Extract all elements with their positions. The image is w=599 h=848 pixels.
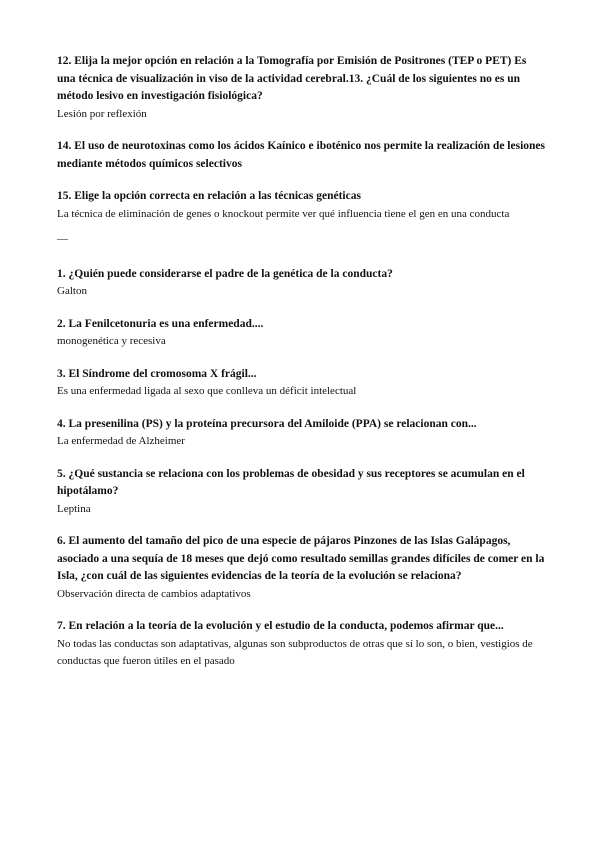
answer-text: La técnica de eliminación de genes o knockout permite ver qué influencia tiene el gen en una conducta — [57, 207, 510, 220]
question-block — [57, 188, 547, 223]
answer-text: La enfermedad de Alzheimer — [57, 435, 185, 447]
question-block — [57, 366, 547, 401]
question-text: 7. En relación a la teoría de la evolución y el estudio de la conducta, podemos afirmar que... — [57, 620, 504, 632]
answer-text: No todas las conductas son adaptativas, algunas son subproductos de otras que sí lo son, o bien, vestigios de conductas que fueron útiles en el pasado — [57, 637, 533, 667]
answer-text: monogenética y recesiva — [57, 335, 166, 347]
answer-text: Es una enfermedad ligada al sexo que conlleva un déficit intelectual — [57, 385, 357, 397]
question-text: 14. El uso de neurotoxinas como los ácidos Kaínico e iboténico nos permite la realización de lesiones mediante métodos químicos selectivos — [57, 140, 545, 170]
question-block — [57, 466, 547, 519]
question-block — [57, 416, 547, 451]
answer-text: Lesión por reflexión — [57, 107, 147, 120]
answer-text: Galton — [57, 285, 87, 297]
answer-text: Observación directa de cambios adaptativos — [57, 587, 251, 600]
question-text: 12. Elija la mejor opción en relación a la Tomografía por Emisión de Positrones (TEP o PET) Es una técnica de visualización in viso de la actividad cerebral.13. ¿Cuál de los siguientes no es un método lesivo en investigación fisiológica? — [57, 55, 527, 102]
question-text: 6. El aumento del tamaño del pico de una especie de pájaros Pinzones de las Islas Galápagos, asociado a una sequía de 18 meses que dejó como resultado semillas grandes difíciles de comer en la Isla, ¿con cuál de las siguientes evidencias de la teoría de la evolución se relaciona? — [57, 535, 545, 582]
document-content — [57, 53, 547, 686]
question-text: 1. ¿Quién puede considerarse el padre de la genética de la conducta? — [57, 267, 393, 280]
question-block — [57, 316, 547, 351]
question-text: 5. ¿Qué sustancia se relaciona con los problemas de obesidad y sus receptores se acumulan en el hipotálamo? — [57, 467, 525, 497]
section-separator: — — [57, 233, 68, 245]
question-block — [57, 53, 547, 123]
question-block — [57, 618, 547, 671]
question-block — [57, 533, 547, 603]
question-text: 15. Elige la opción correcta en relación a las técnicas genéticas — [57, 190, 361, 202]
question-block — [57, 138, 547, 173]
question-text: 3. El Síndrome del cromosoma X frágil... — [57, 367, 257, 380]
question-text: 2. La Fenilcetonuria es una enfermedad.... — [57, 317, 264, 330]
question-text: 4. La presenilina (PS) y la proteína precursora del Amiloide (PPA) se relacionan con... — [57, 417, 477, 430]
question-block — [57, 266, 547, 301]
answer-text: Leptina — [57, 502, 91, 515]
